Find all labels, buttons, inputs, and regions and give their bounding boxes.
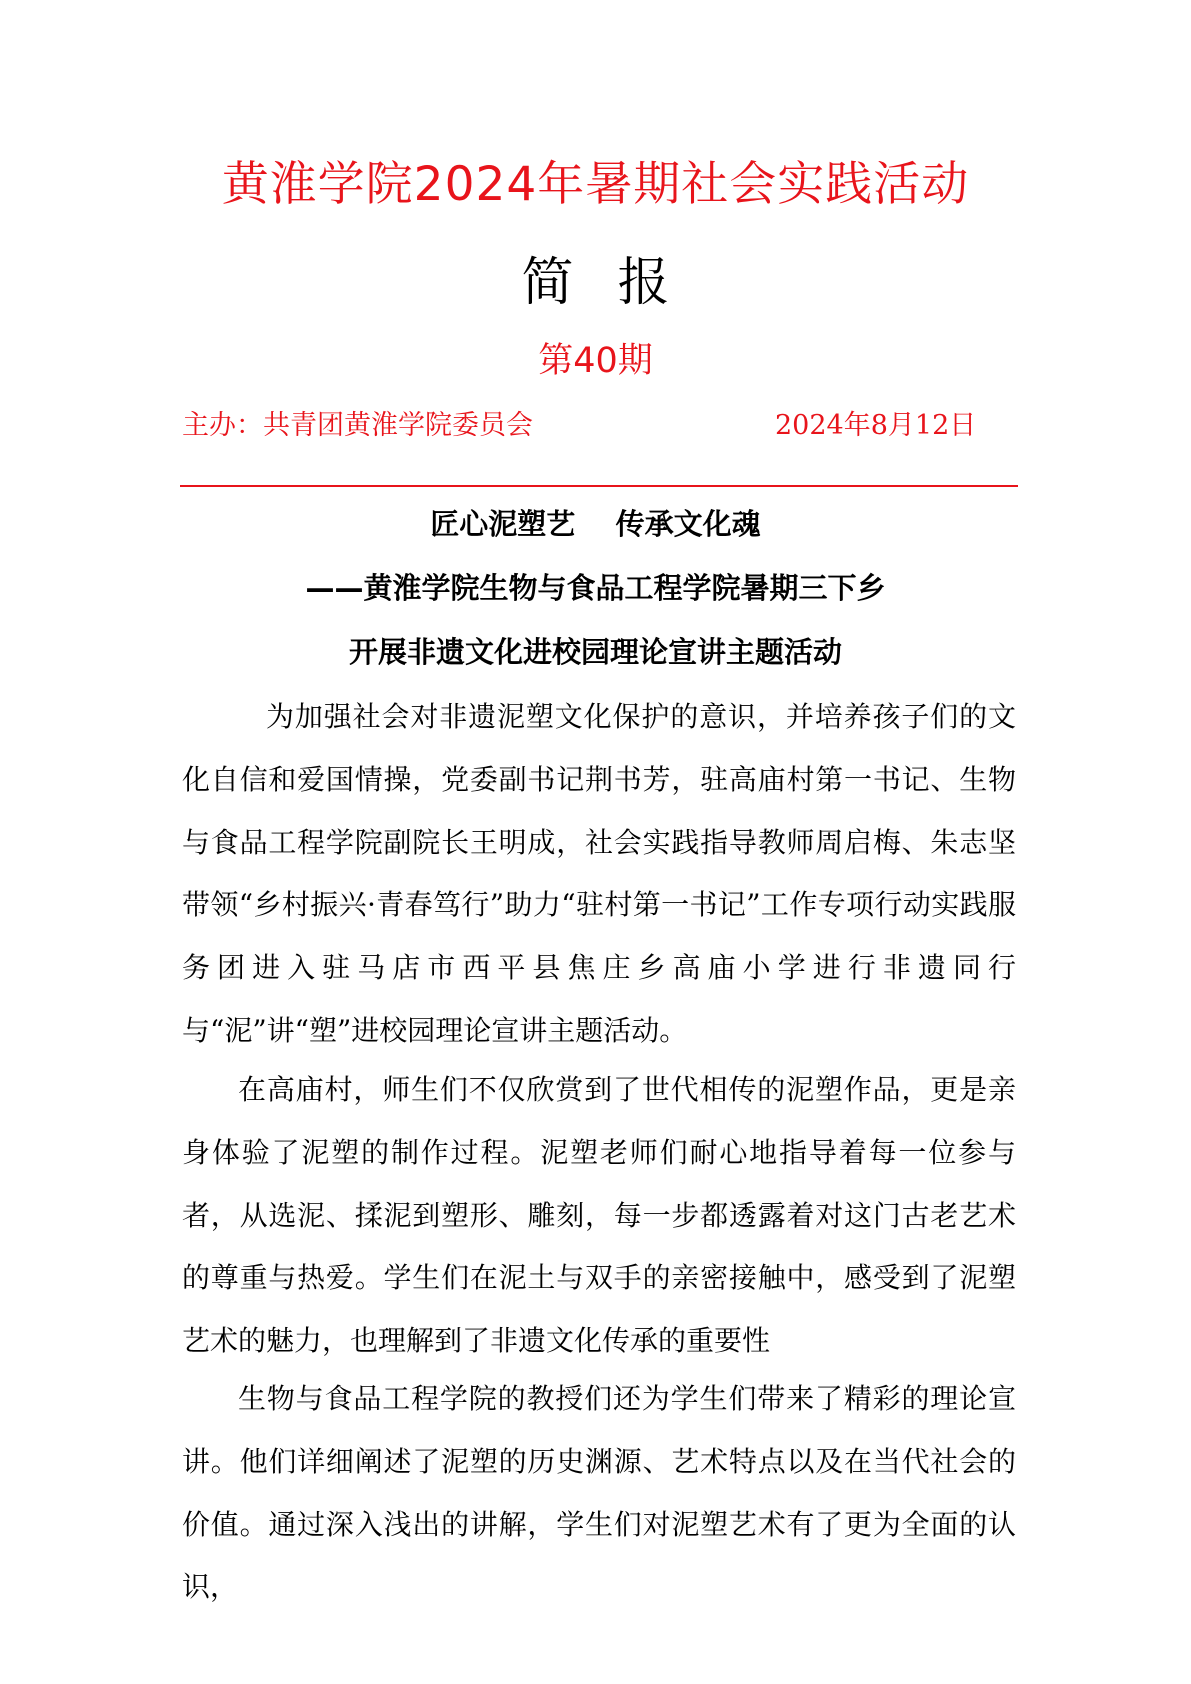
article-title: 匠心泥塑艺 传承文化魂 [430, 507, 761, 541]
article-subtitle-line-2: 开展非遗文化进校园理论宣讲主题活动 [348, 635, 842, 669]
publish-date: 2024年8月12日 [775, 410, 977, 441]
body-paragraph-3: 生物与食品工程学院的教授们还为学生们带来了精彩的理论宣讲。他们详细阐述了泥塑的历史渊源、艺术特点以及在当代社会的价值。通过深入浅出的讲解，学生们对泥塑艺术有了更为全面的认识， [182, 1382, 1016, 1604]
bulletin-title: 黄淮学院2024年暑期社会实践活动 [221, 157, 970, 212]
body-paragraph-1: 为加强社会对非遗泥塑文化保护的意识，并培养孩子们的文化自信和爱国情操，党委副书记荆书芳，驻高庙村第一书记、生物与食品工程学院副院长王明成，社会实践指导教师周启梅、朱志坚带领“乡村振兴·青春笃行”助力“驻村第一书记”工作专项行动实践服务团进入驻马店市西平县焦庄乡高庙小学进行非遗同行与“泥”讲“塑”进校园理论宣讲主题活动。 [182, 700, 1016, 1047]
host-organization: 主办：共青团黄淮学院委员会 [182, 410, 533, 441]
issue-number: 第40期 [538, 341, 653, 381]
body-paragraph-2: 在高庙村，师生们不仅欣赏到了世代相传的泥塑作品，更是亲身体验了泥塑的制作过程。泥塑老师们耐心地指导着每一位参与者，从选泥、揉泥到塑形、雕刻，每一步都透露着对这门古老艺术的尊重与热爱。学生们在泥土与双手的亲密接触中，感受到了泥塑艺术的魅力，也理解到了非遗文化传承的重要性 [182, 1073, 1016, 1358]
article-subtitle-line-1: ——黄淮学院生物与食品工程学院暑期三下乡 [305, 571, 886, 605]
bulletin-subtitle: 简报 [521, 253, 714, 313]
header-divider [180, 485, 1018, 487]
